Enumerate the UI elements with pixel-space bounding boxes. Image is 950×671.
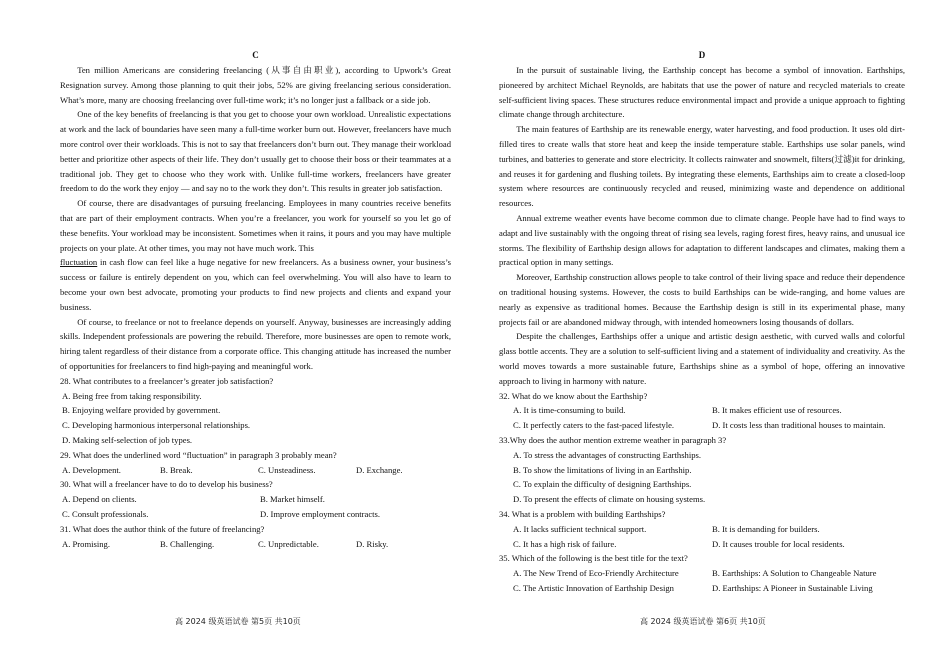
option-a[interactable]: A. The New Trend of Eco-Friendly Architecture <box>513 568 679 579</box>
question-stem: 32. What do we know about the Earthship? <box>499 390 648 401</box>
option-b[interactable]: B. Market himself. <box>260 494 325 505</box>
option-a[interactable]: A. It lacks sufficient technical support. <box>513 523 647 534</box>
option-c[interactable]: C. It perfectly caters to the fast-paced lifestyle. <box>513 420 675 431</box>
question-34 <box>499 507 905 551</box>
underlined-word: fluctuation <box>60 257 98 268</box>
option-b[interactable]: B. It makes efficient use of resources. <box>712 405 842 416</box>
question-stem: 29. What does the underlined word “fluctuation” in paragraph 3 probably mean? <box>60 449 337 460</box>
option-b[interactable]: B. To show the limitations of living in an Earthship. <box>513 464 692 475</box>
option-b[interactable]: B. Challenging. <box>160 538 215 549</box>
option-c[interactable]: C. Consult professionals. <box>62 508 149 519</box>
left-page <box>60 48 451 551</box>
option-b[interactable]: B. Enjoying welfare provided by government. <box>62 405 221 416</box>
question-28 <box>60 374 451 448</box>
question-33 <box>499 433 905 507</box>
question-stem: 28. What contributes to a freelancer’s greater job satisfaction? <box>60 375 274 386</box>
option-a[interactable]: A. To stress the advantages of constructing Earthships. <box>513 449 702 460</box>
option-d[interactable]: D. It causes trouble for local residents. <box>712 538 845 549</box>
question-stem: 34. What is a problem with building Earthships? <box>499 508 666 519</box>
option-a[interactable]: A. Depend on clients. <box>62 494 137 505</box>
option-c[interactable]: C. Developing harmonious interpersonal relationships. <box>62 420 251 431</box>
passage-d-paragraph-3: Annual extreme weather events have become common due to climate change. People have had to find ways to adapt and live sustainably with the ongoing threat of rising sea levels, raging forest fires, heavy rains, and unusual ice storms. The flexibility of Earthship design allows for adaptation to different landscapes and climates, making them a practical option in many settings. <box>499 212 905 268</box>
section-title-c: C <box>252 50 259 60</box>
section-title-d: D <box>698 50 706 60</box>
question-stem: 31. What does the author think of the future of freelancing? <box>60 523 265 534</box>
option-b[interactable]: B. Earthships: A Solution to Changeable Nature <box>712 568 877 579</box>
passage-c-paragraph-2: One of the key benefits of freelancing is that you get to choose your own workload. Unrealistic expectations at work and the lack of boundaries have seen many a full-time worker burn out. However, freelancers have much more control over their workloads. This is not to say that freelancers don’t burn out. They manage their workload better and prioritize other aspects of their life. They don’t usually get to choose their boss or their teammates at a traditional job. They get to choose who they work with. Unlike full-time workers, freelancers have greater freedom to do the work they enjoy — and say no to the work they don’t. This results in greater job satisfaction. <box>60 109 451 194</box>
question-32 <box>499 389 905 433</box>
passage-c-paragraph-4: Of course, to freelance or not to freelance depends on yourself. Anyway, businesses are increasingly adding skills. Independent professionals are powering the rebuild. Therefore, more businesses are open to remote work, hiring talent regardless of their distance from a corporate office. This changing attitude has increased the number of opportunities for freelancers to find high-paying and meaningful work. <box>60 316 451 371</box>
question-35 <box>499 551 905 595</box>
option-c[interactable]: C. Unsteadiness. <box>258 464 316 475</box>
page-footer-right: 高 2024 级英语试卷 第6页 共10页 <box>640 617 766 626</box>
option-a[interactable]: A. It is time-consuming to build. <box>513 405 626 416</box>
option-d[interactable]: D. To present the effects of climate on housing systems. <box>513 494 706 505</box>
option-a[interactable]: A. Promising. <box>62 538 110 549</box>
option-b[interactable]: B. It is demanding for builders. <box>712 523 820 534</box>
page-footer-left: 高 2024 级英语试卷 第5页 共10页 <box>175 617 301 626</box>
option-d[interactable]: D. Risky. <box>356 538 389 549</box>
passage-d-paragraph-2: The main features of Earthship are its renewable energy, water harvesting, and food production. It uses old dirt-filled tires to create walls that store heat and keep the inside temperature stable. Earthships use solar panels, wind turbines, and batteries to generate and store electricity. It collects rainwater and snowmelt, filters(过滤)it for drinking, and reuses it for gardening and flushing toilets. By integrating these elements, Earthships aim to create a closed-loop system where resources are continuously recycled and reused, minimizing waste and dependence on additional resources. <box>499 124 905 209</box>
passage-d-paragraph-4: Moreover, Earthship construction allows people to take control of their living space and reduce their dependence on traditional housing systems. However, the costs to build Earthships can be wide-ranging, and home values are nearly as expensive as traditional homes. Because the Earthship design is still in its experimental phase, many projects fail or are abandoned midway through, with intended homeowners losing thousands of dollars. <box>499 272 905 327</box>
option-d[interactable]: D. Improve employment contracts. <box>260 508 381 519</box>
question-stem: 30. What will a freelancer have to do to develop his business? <box>60 479 273 490</box>
question-stem: 35. Which of the following is the best title for the text? <box>499 553 688 564</box>
passage-c-paragraph-3-tail: in cash flow can feel like a huge negative for new freelancers. As a business owner, your business’s success or failure is entirely dependent on you, which can feel overwhelming. You will also have to learn to become your own best advocate, promoting your products to find new projects and clients and expand your business. <box>60 257 451 312</box>
question-30 <box>60 477 451 521</box>
passage-d-paragraph-5: Despite the challenges, Earthships offer a unique and artistic design aesthetic, with curved walls and colorful glass bottle accents. They are a solution to self-sufficient living and a statement of individuality and creativity. As the world moves towards a more sustainable future, Earthships shine as a symbol of hope, offering an innovative approach to living in harmony with nature. <box>499 331 905 386</box>
passage-c-paragraph-1: Ten million Americans are considering freelancing (从事自由职业), according to Upwork’s Great Resignation survey. Among those planning to quit their jobs, 52% are giving freelancing serious consideration. What’s more, many are choosing freelancing over full-time work; it’s no longer just a fallback or a side job. <box>60 65 451 105</box>
option-d[interactable]: D. Making self-selection of job types. <box>62 434 193 445</box>
passage-d-paragraph-1: In the pursuit of sustainable living, the Earthship concept has become a symbol of innovation. Earthships, pioneered by architect Michael Reynolds, are habitats that use the power of nature and recycled materials to create self-sufficient living spaces. These structures reduce environmental impact and provide a unique approach to fighting climate change through architecture. <box>499 65 905 120</box>
question-29 <box>60 448 451 478</box>
option-c[interactable]: C. To explain the difficulty of designing Earthships. <box>513 479 692 490</box>
option-a[interactable]: A. Being free from taking responsibility. <box>62 390 202 401</box>
right-page <box>499 48 905 596</box>
option-c[interactable]: C. The Artistic Innovation of Earthship Design <box>513 582 674 593</box>
option-c[interactable]: C. It has a high risk of failure. <box>513 538 617 549</box>
option-d[interactable]: D. Exchange. <box>356 464 403 475</box>
option-d[interactable]: D. Earthships: A Pioneer in Sustainable Living <box>712 582 873 593</box>
option-b[interactable]: B. Break. <box>160 464 193 475</box>
passage-c-paragraph-3-cont <box>60 255 451 314</box>
question-31 <box>60 522 451 552</box>
option-a[interactable]: A. Development. <box>62 464 121 475</box>
option-c[interactable]: C. Unpredictable. <box>258 538 319 549</box>
question-stem: 33.Why does the author mention extreme weather in paragraph 3? <box>499 434 727 445</box>
passage-c-paragraph-3: Of course, there are disadvantages of pursuing freelancing. Employees in many countries receive benefits that are part of their employment contracts. When you’re a freelancer, you work for yourself so you let go of these benefits. Your workload may be inconsistent. Sometimes when it rains, it pours and you may have multiple projects on your plate. At other times, you may not have much work. This <box>60 198 451 253</box>
option-d[interactable]: D. It costs less than traditional houses to maintain. <box>712 420 886 431</box>
